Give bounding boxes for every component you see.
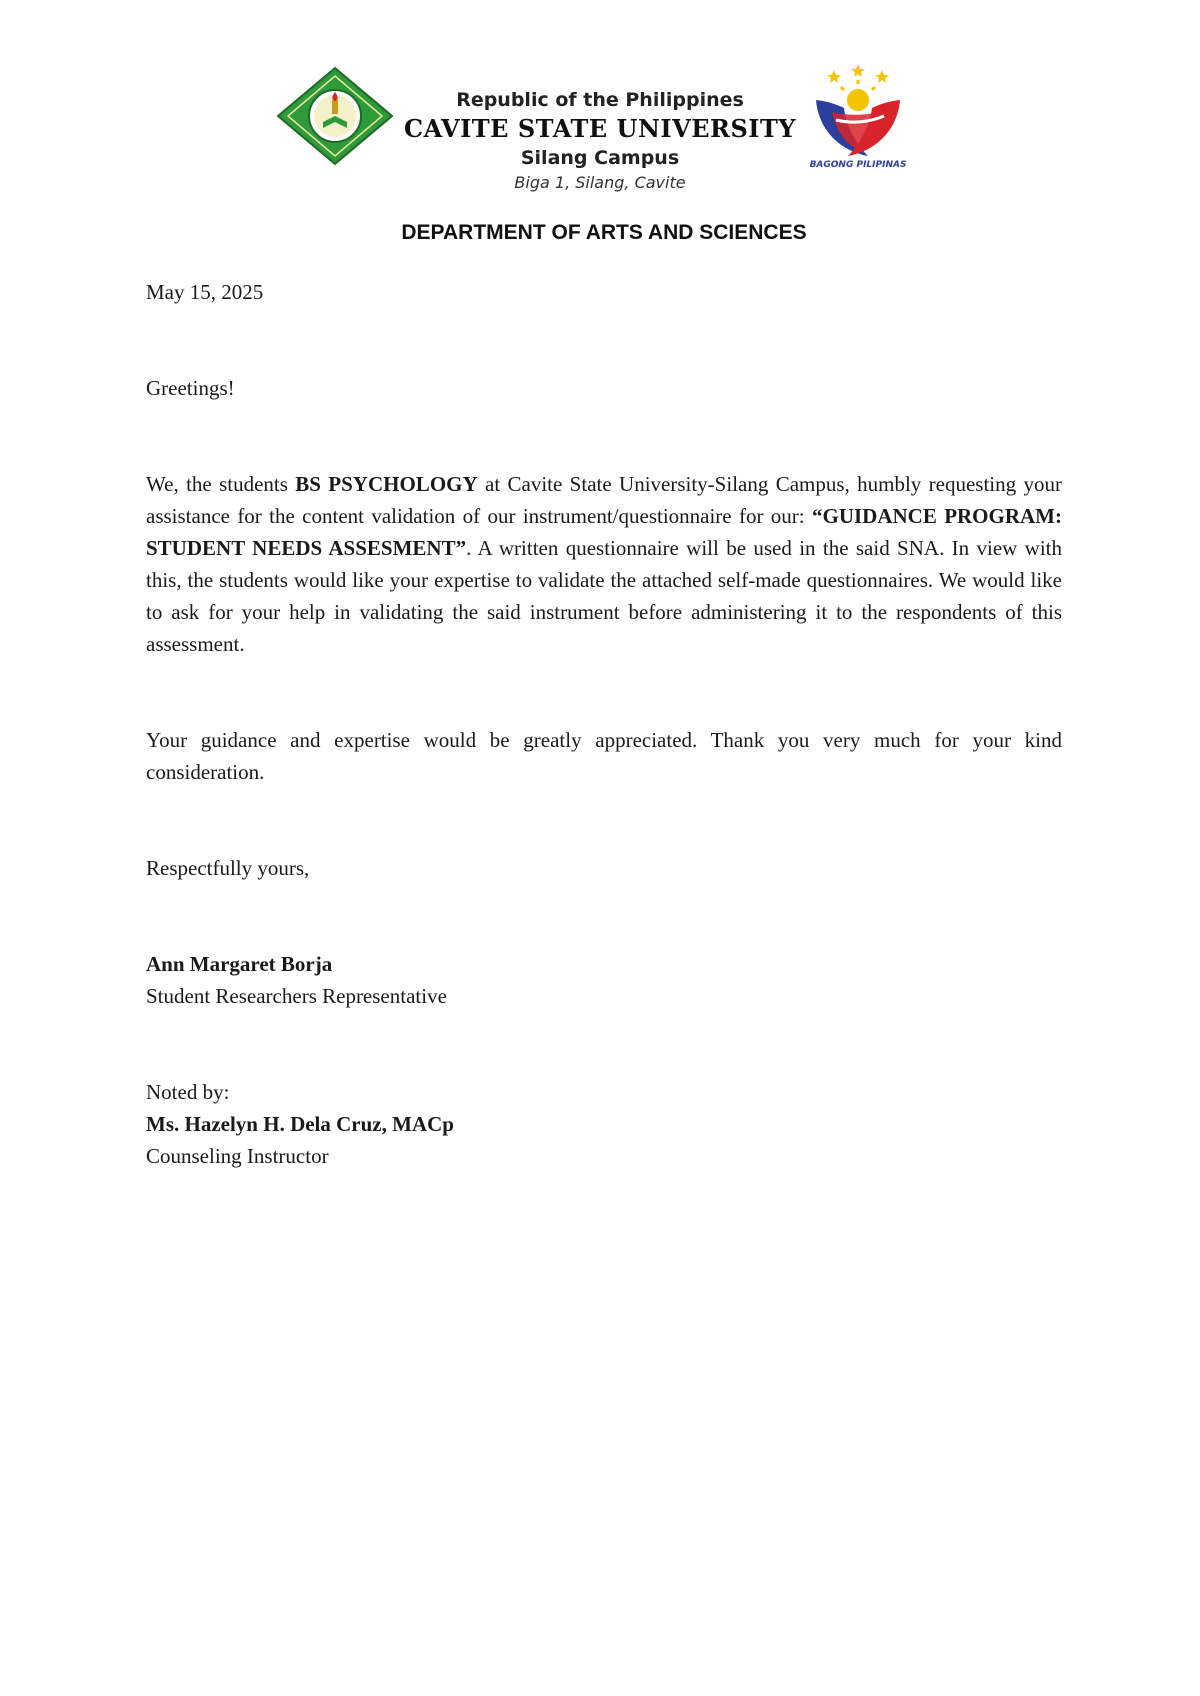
department-title: DEPARTMENT OF ARTS AND SCIENCES [401, 221, 807, 244]
program-name: BS PSYCHOLOGY [295, 472, 478, 496]
noted-by-role: Counseling Instructor [146, 1144, 329, 1168]
signatory-name: Ann Margaret Borja [146, 952, 333, 976]
body1-request: at Cavite State University-Silang Campus, humbly requesting your assistance for the content validation of our instrument/questionnaire for our: [146, 472, 1062, 528]
letter-date: May 15, 2025 [146, 280, 264, 304]
bagong-pilipinas-logo [796, 64, 920, 178]
body1-intro: We, the students [146, 472, 296, 496]
university-seal-logo [276, 66, 394, 166]
campus-address: Biga 1, Silang, Cavite [514, 173, 686, 192]
noted-by-label: Noted by: [146, 1080, 230, 1104]
noted-by-name: Ms. Hazelyn H. Dela Cruz, MACp [146, 1112, 454, 1136]
bagong-pilipinas-text: BAGONG PILIPINAS [809, 160, 907, 170]
letter-closing: Respectfully yours, [146, 856, 310, 880]
republic-heading: Republic of the Philippines [456, 89, 744, 111]
university-name: CAVITE STATE UNIVERSITY [403, 114, 797, 143]
letter-body-paragraph-1 [146, 468, 1062, 660]
letterhead [390, 86, 810, 194]
body1-details: . A written questionnaire will be used in the said SNA. In view with this, the students would like your expertise to validate the attached self-made questionnaires. We would like to ask for your help in validating the said instrument before administering it to the respondents of this assessment. [146, 536, 1062, 656]
letter-greeting: Greetings! [146, 376, 235, 400]
letter-body-paragraph-2: Your guidance and expertise would be greatly appreciated. Thank you very much for your kind consideration. [146, 728, 1062, 784]
study-title: “GUIDANCE PROGRAM: STUDENT NEEDS ASSESMENT” [146, 504, 1062, 560]
campus-name: Silang Campus [520, 147, 680, 169]
signatory-role: Student Researchers Representative [146, 984, 447, 1008]
